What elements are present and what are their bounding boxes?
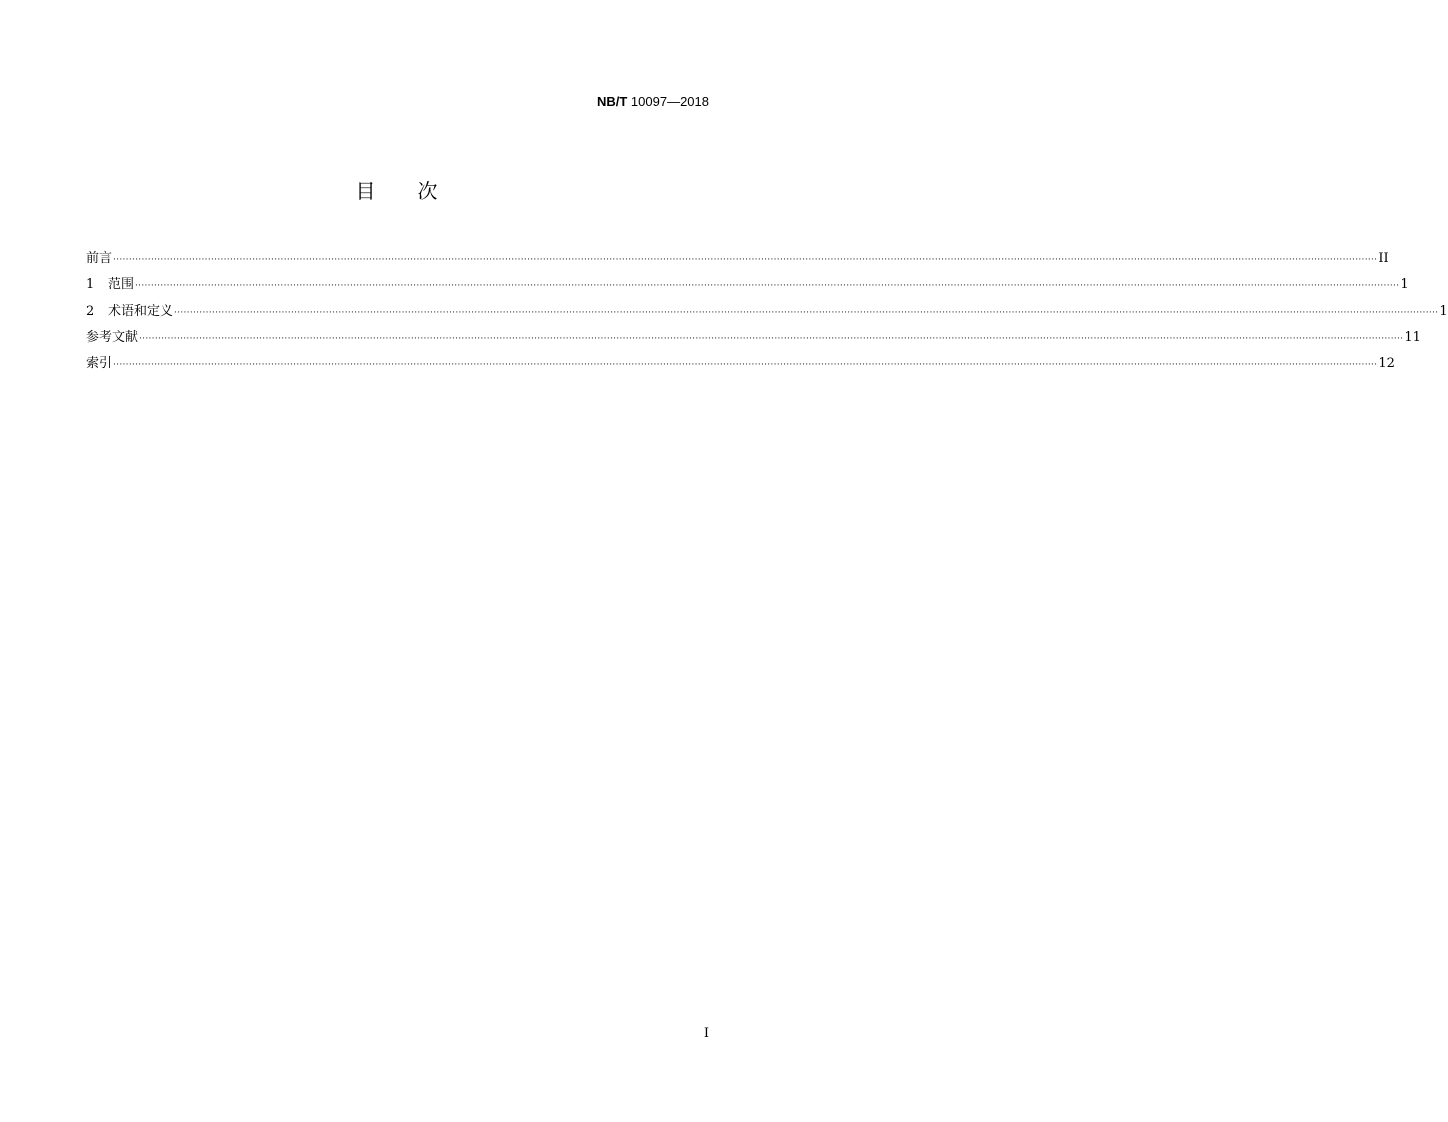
toc-entry-page: II bbox=[1378, 251, 1389, 266]
toc-entry-page: 12 bbox=[1378, 356, 1395, 372]
toc-entry-index: 2 bbox=[86, 303, 95, 319]
toc-entry-page: 1 bbox=[1400, 277, 1409, 293]
toc-entry-index-section[interactable] bbox=[86, 352, 1395, 378]
toc-entry-label[interactable]: 索引 bbox=[86, 356, 113, 372]
table-of-contents bbox=[86, 247, 1448, 378]
toc-entry-preface[interactable] bbox=[86, 247, 1389, 273]
toc-entry-label[interactable]: 参考文献 bbox=[86, 329, 139, 345]
toc-entry-terms[interactable] bbox=[86, 300, 1448, 326]
toc-entry-page: 1 bbox=[1439, 303, 1448, 319]
toc-leader-dots: ················································································································································································································································································································································································································ bbox=[135, 281, 1400, 292]
page-number: I bbox=[703, 1026, 709, 1041]
toc-entry-label[interactable]: 前言 bbox=[86, 251, 113, 266]
document-code bbox=[597, 94, 709, 109]
toc-entry-references[interactable] bbox=[86, 326, 1421, 352]
toc-entry-index: 1 bbox=[86, 277, 95, 293]
toc-title bbox=[0, 175, 793, 204]
toc-title-char-1: 目 bbox=[355, 179, 376, 203]
toc-title-char-2: 次 bbox=[417, 179, 438, 203]
toc-entry-text[interactable] bbox=[86, 300, 173, 319]
toc-entry-text[interactable] bbox=[86, 273, 134, 292]
toc-entry-label[interactable]: 范围 bbox=[108, 277, 135, 293]
toc-leader-dots: ················································································································································································································································································································································································································ bbox=[174, 307, 1439, 318]
toc-entry-label[interactable]: 术语和定义 bbox=[108, 303, 174, 319]
toc-leader-dots: ················································································································································································································································································································································································································ bbox=[113, 360, 1378, 371]
toc-entry-page: 11 bbox=[1404, 329, 1421, 345]
toc-leader-dots: ················································································································································································································································································································································································································ bbox=[139, 333, 1404, 344]
document-code-prefix: NB/T bbox=[596, 94, 628, 109]
toc-leader-dots: ················································································································································································································································································································································································································ bbox=[113, 255, 1378, 265]
toc-entry-scope[interactable] bbox=[86, 273, 1409, 299]
document-code-number: 10097—2018 bbox=[630, 94, 709, 109]
